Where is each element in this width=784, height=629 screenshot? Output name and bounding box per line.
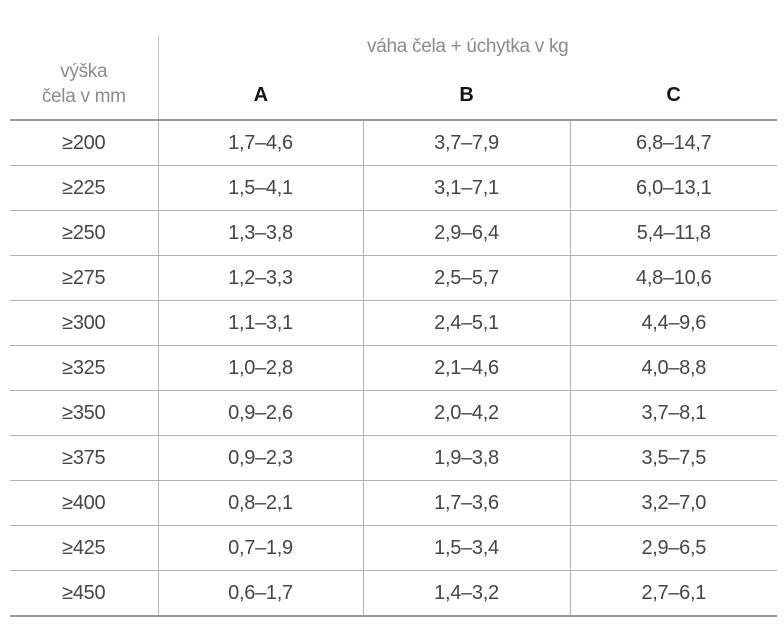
value-cell-c: 3,7–8,1: [570, 391, 777, 436]
value-cell-a: 0,9–2,3: [158, 436, 363, 481]
value-cell-b: 1,7–3,6: [363, 481, 570, 526]
value-cell-b: 2,0–4,2: [363, 391, 570, 436]
value-cell-a: 0,8–2,1: [158, 481, 363, 526]
table-row: [10, 301, 777, 346]
table-row: [10, 346, 777, 391]
group-header: váha čela + úchytka v kg: [158, 35, 777, 72]
table-row: [10, 481, 777, 526]
value-cell-c: 6,8–14,7: [570, 120, 777, 166]
value-cell-b: 1,9–3,8: [363, 436, 570, 481]
group-header-row: [10, 35, 777, 72]
weights-table-container: [10, 35, 777, 617]
value-cell-b: 2,5–5,7: [363, 256, 570, 301]
value-cell-a: 1,5–4,1: [158, 166, 363, 211]
row-height-cell: ≥350: [10, 391, 158, 436]
row-header-line1: výška: [60, 60, 108, 82]
row-height-cell: ≥200: [10, 120, 158, 166]
column-header-b: B: [459, 84, 474, 106]
value-cell-c: 2,9–6,5: [570, 526, 777, 571]
value-cell-a: 1,2–3,3: [158, 256, 363, 301]
value-cell-a: 0,6–1,7: [158, 571, 363, 617]
value-cell-b: 1,5–3,4: [363, 526, 570, 571]
table-row: [10, 526, 777, 571]
column-header-c: C: [666, 84, 681, 106]
row-height-cell: ≥375: [10, 436, 158, 481]
value-cell-c: 3,5–7,5: [570, 436, 777, 481]
value-cell-a: 1,3–3,8: [158, 211, 363, 256]
row-height-cell: ≥325: [10, 346, 158, 391]
value-cell-b: 3,1–7,1: [363, 166, 570, 211]
value-cell-a: 1,0–2,8: [158, 346, 363, 391]
column-header-a: A: [158, 72, 363, 120]
value-cell-c: 5,4–11,8: [570, 211, 777, 256]
row-header-line2: čela v mm: [41, 86, 126, 107]
table-row: [10, 571, 777, 617]
row-height-cell: ≥425: [10, 526, 158, 571]
value-cell-c: 6,0–13,1: [570, 166, 777, 211]
table-row: [10, 120, 777, 166]
table-row: [10, 391, 777, 436]
row-height-cell: ≥275: [10, 256, 158, 301]
table-row: [10, 256, 777, 301]
value-cell-b: 2,1–4,6: [363, 346, 570, 391]
value-cell-c: 4,4–9,6: [570, 301, 777, 346]
value-cell-a: 1,7–4,6: [158, 120, 363, 166]
row-height-cell: ≥225: [10, 166, 158, 211]
row-height-cell: ≥300: [10, 301, 158, 346]
value-cell-c: 4,8–10,6: [570, 256, 777, 301]
value-cell-b: 2,4–5,1: [363, 301, 570, 346]
value-cell-a: 0,7–1,9: [158, 526, 363, 571]
value-cell-c: 4,0–8,8: [570, 346, 777, 391]
weights-table: [10, 35, 777, 617]
table-row: [10, 436, 777, 481]
value-cell-a: 0,9–2,6: [158, 391, 363, 436]
value-cell-c: 2,7–6,1: [570, 571, 777, 617]
table-row: [10, 166, 777, 211]
value-cell-b: 1,4–3,2: [363, 571, 570, 617]
row-height-cell: ≥450: [10, 571, 158, 617]
row-height-cell: ≥250: [10, 211, 158, 256]
value-cell-a: 1,1–3,1: [158, 301, 363, 346]
value-cell-b: 3,7–7,9: [363, 120, 570, 166]
row-header-title: [10, 35, 158, 120]
value-cell-b: 2,9–6,4: [363, 211, 570, 256]
table-row: [10, 211, 777, 256]
row-height-cell: ≥400: [10, 481, 158, 526]
value-cell-c: 3,2–7,0: [570, 481, 777, 526]
